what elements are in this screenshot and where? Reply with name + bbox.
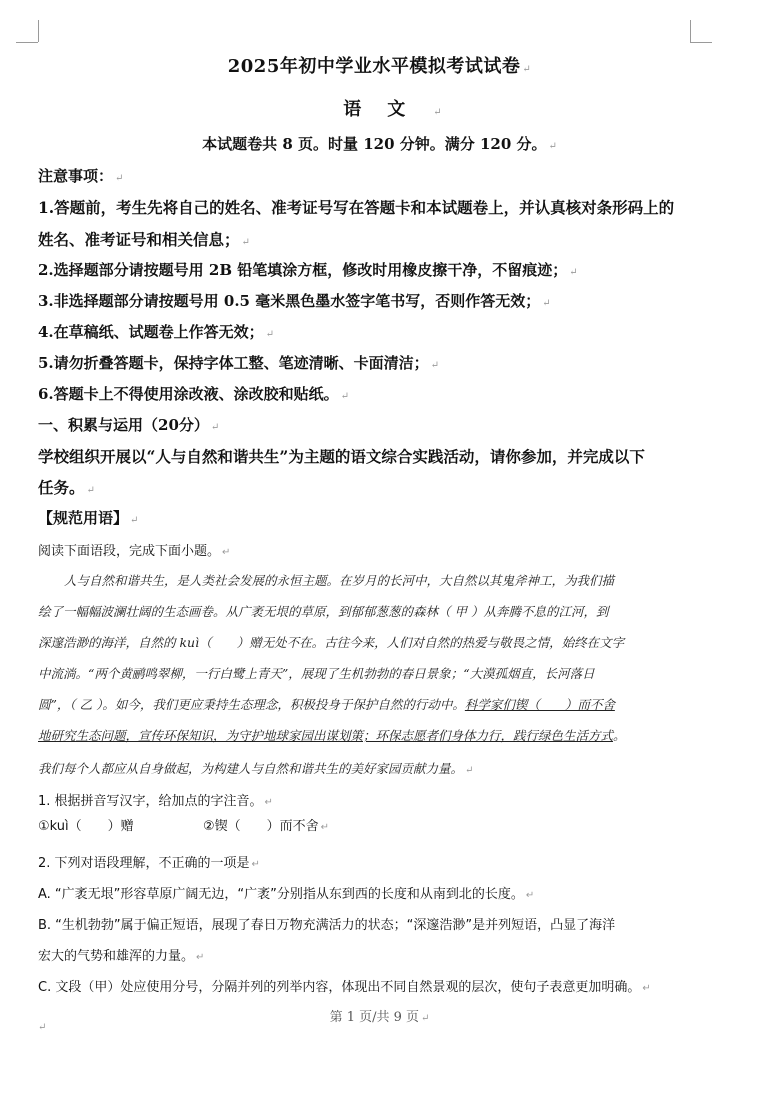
section-intro: 学校组织开展以“人与自然和谐共生”为主题的语文综合实践活动，请你参加，并完成以下 [38,447,645,466]
underlined-sentence-cont: 地研究生态问题，宣传环保知识，为守护地球家园出谋划策；环保志愿者们身体力行，践行绿色生活方式 [38,728,614,743]
passage-line: 绘了一幅幅波澜壮阔的生态画卷。从广袤无垠的草原，到郁郁葱葱的森林（ 甲 ）从奔腾不息的江河，到 [38,604,609,619]
passage-line: 深邃浩渺的海洋，自然的 kuì（ ）赠无处不在。古往今来，人们对自然的热爱与敬畏之情，始终在文字 [38,635,625,650]
passage-line: 我们每个人都应从自身做起，为构建人与自然和谐共生的美好家园贡献力量。 ↵ [38,761,474,776]
passage-line: 圆”，（ 乙 ）。如今，我们更应秉持生态理念，积极投身于保护自然的行动中。科学家们锲（ ）而不舍 [38,697,615,712]
crop-mark-top-left-horizontal [16,42,38,43]
sub-heading: 【规范用语】 ↵ [38,509,139,527]
notice-heading: 注意事项： ↵ [38,167,124,185]
passage-line: 中流淌。“两个黄鹂鸣翠柳，一行白鹭上青天”，展现了生机勃勃的春日景象；“大漠孤烟直，长河落日 [38,666,595,681]
passage-line: 地研究生态问题，宣传环保知识，为守护地球家园出谋划策；环保志愿者们身体力行，践行绿色生活方式。 [38,728,626,743]
notice-item-5: 5.请勿折叠答题卡，保持字体工整、笔迹清晰、卡面清洁； ↵ [38,354,440,372]
subject-title: 语文 ↵ [343,99,442,120]
page-footer: 第 1 页/共 9 页 ↵ [329,1010,430,1025]
question-2-stem: 2. 下列对语段理解，不正确的一项是 ↵ [38,856,260,871]
option-c: C. 文段（甲）处应使用分号，分隔并列的列举内容，体现出不同自然景观的层次，使句子表意更加明确。 ↵ [38,980,651,995]
notice-item-1: 1.答题前，考生先将自己的姓名、准考证号写在答题卡和本试题卷上，并认真核对条形码上的 [38,198,675,217]
question-1-stem: 1. 根据拼音写汉字，给加点的字注音。 ↵ [38,794,273,809]
notice-item-2: 2.选择题部分请按题号用 2B 铅笔填涂方框，修改时用橡皮擦干净，不留痕迹； ↵ [38,261,578,279]
section-heading: 一、积累与运用（20分） ↵ [38,416,220,434]
notice-item-4: 4.在草稿纸、试题卷上作答无效； ↵ [38,323,275,341]
question-1-item-b: ②锲（ ）而不舍 ↵ [203,819,330,834]
exam-title: 2025年初中学业水平模拟考试试卷 ↵ [227,56,532,77]
exam-info: 本试题卷共 8 页。时量 120 分钟。满分 120 分。 ↵ [202,135,557,153]
reading-instruction: 阅读下面语段，完成下面小题。 ↵ [38,544,231,559]
notice-item-3: 3.非选择题部分请按题号用 0.5 毫米黑色墨水签字笔书写，否则作答无效； ↵ [38,292,551,310]
question-1-item-a: ①kuì（ ）赠 [38,819,134,834]
underlined-sentence: 科学家们锲（ ）而不舍 [464,697,615,712]
crop-mark-top-left [38,20,39,42]
paragraph-mark: ↵ [38,1022,47,1033]
notice-item-6: 6.答题卡上不得使用涂改液、涂改胶和贴纸。 ↵ [38,385,350,403]
crop-mark-top-right-horizontal [690,42,712,43]
section-intro-cont: 任务。 ↵ [38,478,95,497]
notice-item-1-cont: 姓名、准考证号和相关信息； ↵ [38,230,250,249]
option-b: B. “生机勃勃”属于偏正短语，展现了春日万物充满活力的状态；“深邃浩渺”是并列短语，凸显了海洋 [38,918,616,933]
option-b-cont: 宏大的气势和雄浑的力量。 ↵ [38,949,205,964]
passage-line: 人与自然和谐共生，是人类社会发展的永恒主题。在岁月的长河中，大自然以其鬼斧神工，为我们描 [64,573,615,588]
crop-mark-top-right [690,20,691,42]
option-a: A. “广袤无垠”形容草原广阔无边，“广袤”分别指从东到西的长度和从南到北的长度。 ↵ [38,887,535,902]
